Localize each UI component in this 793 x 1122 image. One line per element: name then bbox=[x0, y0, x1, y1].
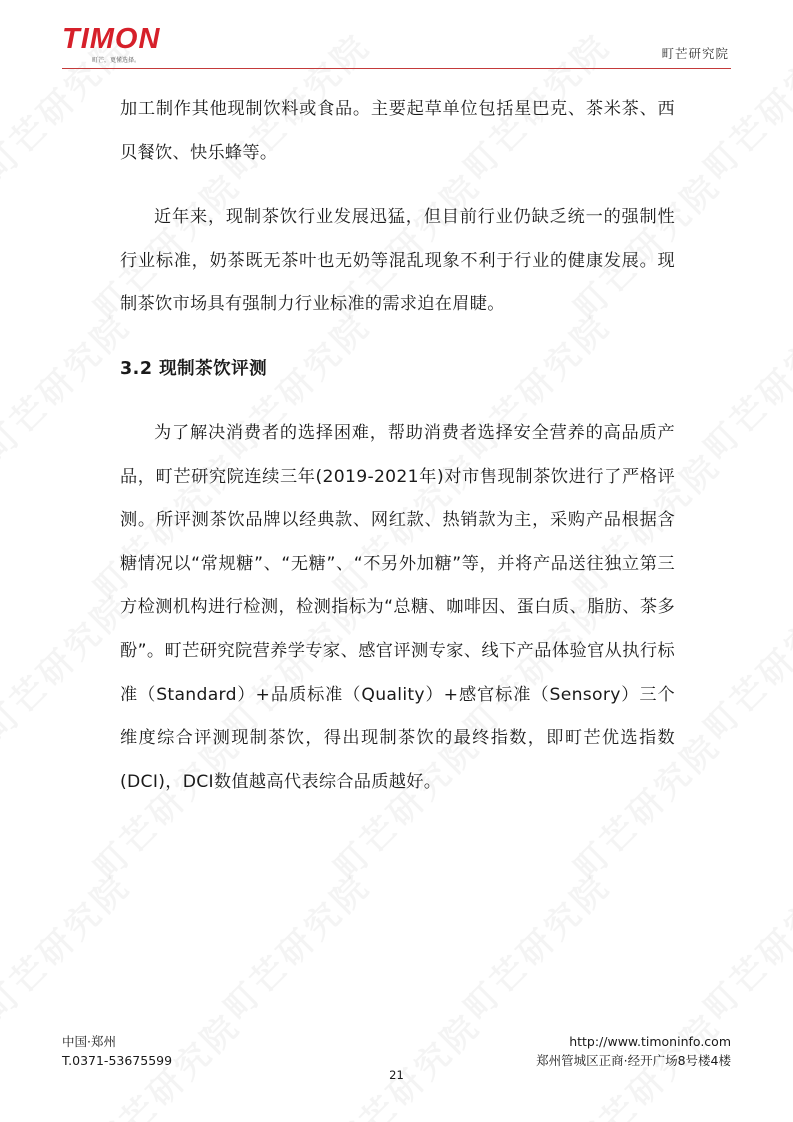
paragraph-3: 为了解决消费者的选择困难，帮助消费者选择安全营养的高品质产品，町芒研究院连续三年(2019-2021年)对市售现制茶饮进行了严格评测。所评测茶饮品牌以经典款、网红款、热销款为主，采购产品根据含糖情况以“常规糖”、“无糖”、“不另外加糖”等，并将产品送往独立第三方检测机构进行检测，检测指标为“总糖、咖啡因、蛋白质、脂肪、茶多酚”。町芒研究院营养学专家、感官评测专家、线下产品体验官从执行标准（Standard）+品质标准（Quality）+感官标准（Sensory）三个维度综合评测现制茶饮，得出现制茶饮的最终指数，即町芒优选指数(DCI)，DCI数值越高代表综合品质越好。 bbox=[120, 422, 675, 792]
watermark-text bbox=[691, 860, 793, 1029]
paragraph-gap bbox=[120, 327, 675, 348]
footer-contact bbox=[62, 1032, 172, 1070]
footer-phone: T.0371-53675599 bbox=[62, 1053, 173, 1068]
watermark-text bbox=[321, 1000, 490, 1122]
watermark-text bbox=[451, 860, 620, 1029]
paragraph-2: 近年来，现制茶饮行业发展迅猛，但目前行业仍缺乏统一的强制性行业标准，奶茶既无茶叶也无奶等混乱现象不利于行业的健康发展。现制茶饮市场具有强制力行业标准的需求迫在眉睫。 bbox=[120, 207, 675, 315]
watermark-text bbox=[0, 860, 139, 1029]
paragraph-gap bbox=[120, 391, 675, 412]
logo-wordmark: TIMON bbox=[62, 23, 161, 55]
watermark-text bbox=[691, 300, 793, 469]
footer-address: 郑州管城区正商·经开广场8号楼4楼 bbox=[536, 1053, 731, 1068]
institute-name: 町芒研究院 bbox=[661, 46, 729, 61]
watermark-text bbox=[0, 300, 139, 469]
page-content bbox=[120, 88, 675, 804]
watermark-text bbox=[0, 580, 139, 749]
paragraph-gap bbox=[120, 175, 675, 196]
footer-address-block bbox=[536, 1032, 731, 1070]
footer-website[interactable]: http://www.timoninfo.com bbox=[569, 1034, 731, 1049]
page-number: 21 bbox=[389, 1068, 404, 1082]
watermark-text bbox=[691, 580, 793, 749]
section-heading: 3.2 现制茶饮评测 bbox=[120, 358, 268, 379]
header-divider bbox=[62, 68, 731, 69]
paragraph-1: 加工制作其他现制饮料或食品。主要起草单位包括星巴克、茶米茶、西贝餐饮、快乐蜂等。 bbox=[120, 99, 675, 163]
footer-location: 中国·郑州 bbox=[62, 1034, 116, 1049]
watermark-text bbox=[211, 860, 380, 1029]
timon-logo bbox=[62, 24, 180, 64]
page-header bbox=[0, 0, 793, 72]
logo-tagline: 町芒，更懂选择。 bbox=[92, 57, 141, 64]
